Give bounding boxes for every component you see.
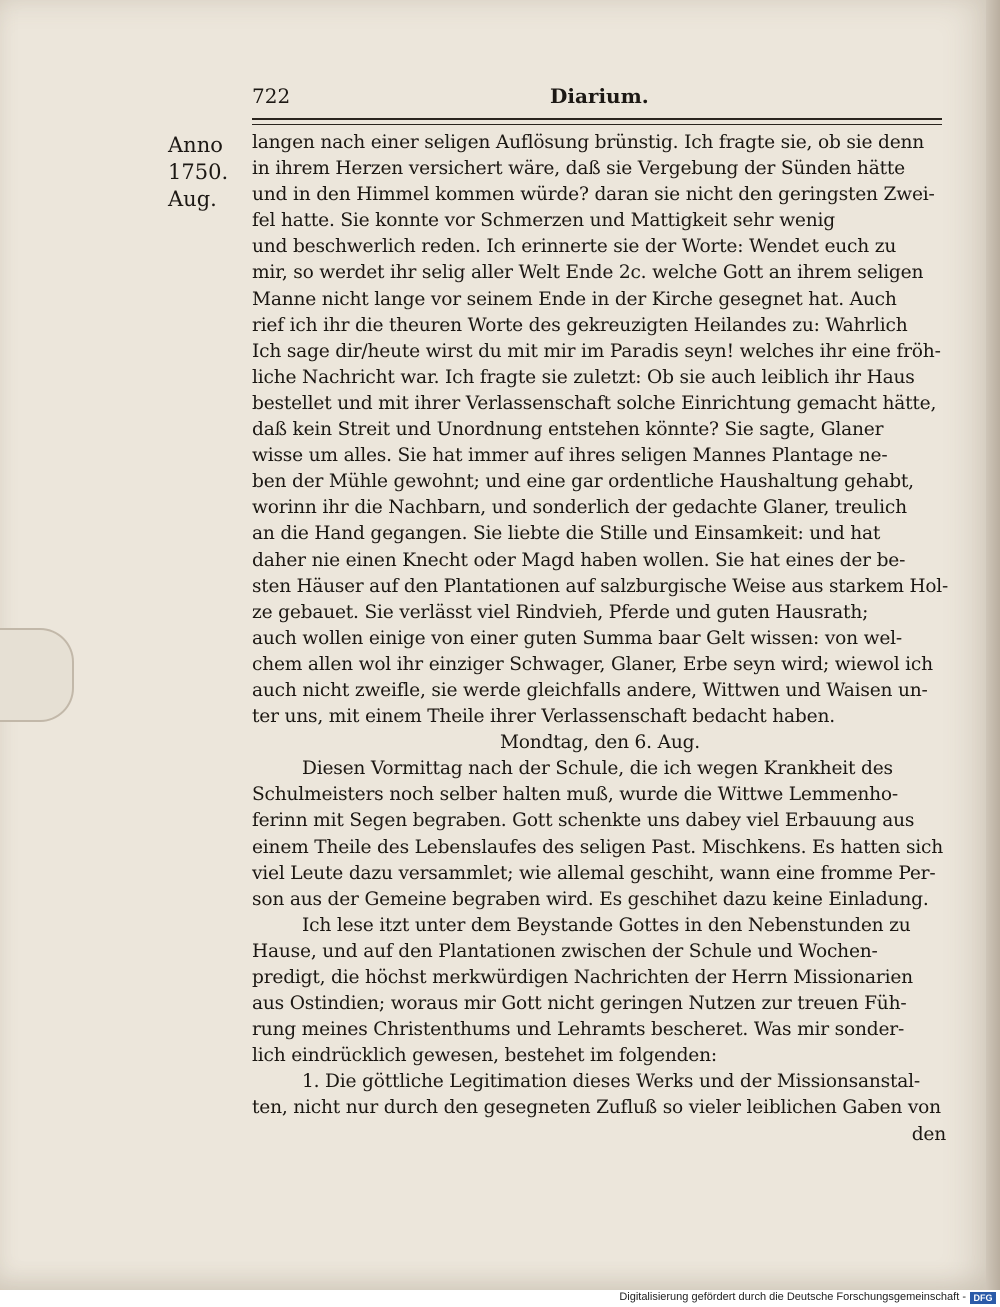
text-line: 1. Die göttliche Legitimation dieses Werks und der Missionsanstal- <box>302 1071 920 1093</box>
text-line: langen nach einer seligen Auflösung brünstig. Ich fragte sie, ob sie denn <box>252 132 925 153</box>
text-line: ter uns, mit einem Theile ihrer Verlassenschaft bedacht haben. <box>252 706 835 728</box>
text-line: liche Nachricht war. Ich fragte sie zuletzt: Ob sie auch leiblich ihr Haus <box>252 366 915 388</box>
text-line: und beschwerlich reden. Ich erinnerte sie der Worte: Wendet euch zu <box>252 236 897 258</box>
text-line: bestellet und mit ihrer Verlassenschaft solche Einrichtung gemacht hätte, <box>252 392 937 414</box>
text-line: in ihrem Herzen versichert wäre, daß sie Vergebung der Sünden hätte <box>252 158 905 180</box>
page-edge <box>986 0 1000 1290</box>
running-head: Diarium. <box>550 84 649 108</box>
text-line: ferinn mit Segen begraben. Gott schenkte uns dabey viel Erbauung aus <box>252 810 915 832</box>
margin-note-line: Anno <box>168 133 223 157</box>
text-line: mir, so werdet ihr selig aller Welt Ende 2c. welche Gott an ihrem seligen <box>252 262 924 284</box>
date-heading: Mondtag, den 6. Aug. <box>499 732 701 754</box>
text-line: einem Theile des Lebenslaufes des seligen Past. Mischkens. Es hatten sich <box>252 836 944 858</box>
margin-note-line: 1750. <box>168 160 229 184</box>
text-line: sten Häuser auf den Plantationen auf salzburgische Weise aus starkem Hol- <box>252 575 948 597</box>
page-number: 722 <box>252 84 291 108</box>
text-line: Ich sage dir/heute wirst du mit mir im Paradis seyn! welches ihr eine fröh- <box>252 340 941 362</box>
text-line: worinn ihr die Nachbarn, und sonderlich der gedachte Glaner, treulich <box>252 497 907 519</box>
text-line: Manne nicht lange vor seinem Ende in der Kirche gesegnet hat. Auch <box>252 288 897 310</box>
text-line: fel hatte. Sie konnte vor Schmerzen und Mattigkeit sehr wenig <box>252 210 835 232</box>
text-line: viel Leute dazu versammlet; wie allemal geschiht, wann eine fromme Per- <box>252 862 936 884</box>
text-line: Hause, und auf den Plantationen zwischen der Schule und Wochen- <box>252 940 878 962</box>
text-line: chem allen wol ihr einziger Schwager, Glaner, Erbe seyn wird; wiewol ich <box>252 653 933 675</box>
margin-note-line: Aug. <box>168 187 217 211</box>
digitization-footer <box>0 1290 1000 1307</box>
text-line: Diesen Vormittag nach der Schule, die ich wegen Krankheit des <box>302 758 893 780</box>
text-line: lich eindrücklich gewesen, bestehet im folgenden: <box>252 1045 717 1067</box>
page-tab-marker <box>0 628 74 722</box>
footer-credit: Digitalisierung gefördert durch die Deutsche Forschungsgemeinschaft - <box>619 1291 966 1303</box>
text-line: ben der Mühle gewohnt; und eine gar ordentliche Haushaltung gehabt, <box>252 471 914 493</box>
text-line: daher nie einen Knecht oder Magd haben wollen. Sie hat eines der be- <box>252 549 906 571</box>
text-line: Ich lese itzt unter dem Beystande Gottes in den Nebenstunden zu <box>302 914 911 936</box>
page-header <box>252 84 942 118</box>
text-line: an die Hand gegangen. Sie liebte die Stille und Einsamkeit: und hat <box>252 523 881 545</box>
body-text <box>252 130 948 1148</box>
text-line: Schulmeisters noch selber halten muß, wurde die Wittwe Lemmenho- <box>252 784 898 806</box>
text-line: rief ich ihr die theuren Worte des gekreuzigten Heilandes zu: Wahrlich <box>252 314 908 336</box>
dfg-logo-icon: DFG <box>970 1292 996 1304</box>
text-line: aus Ostindien; woraus mir Gott nicht geringen Nutzen zur treuen Füh- <box>252 993 907 1015</box>
text-line: auch wollen einige von einer guten Summa baar Gelt wissen: von wel- <box>252 627 902 649</box>
text-line: und in den Himmel kommen würde? daran sie nicht den geringsten Zwei- <box>252 184 935 206</box>
text-line: ze gebauet. Sie verlässt viel Rindvieh, Pferde und guten Hausrath; <box>252 601 869 623</box>
text-line: daß kein Streit und Unordnung entstehen könnte? Sie sagte, Glaner <box>252 419 884 441</box>
text-line: rung meines Christenthums und Lehramts bescheret. Was mir sonder- <box>252 1019 905 1041</box>
margin-note <box>168 132 248 213</box>
text-line: wisse um alles. Sie hat immer auf ihres seligen Mannes Plantage ne- <box>252 445 888 467</box>
header-rule <box>252 118 942 125</box>
catchword: den <box>911 1123 946 1145</box>
text-line: predigt, die höchst merkwürdigen Nachrichten der Herrn Missionarien <box>252 967 913 988</box>
text-line: auch nicht zweifle, sie werde gleichfalls andere, Wittwen und Waisen un- <box>252 679 928 701</box>
text-line: ten, nicht nur durch den gesegneten Zufluß so vieler leiblichen Gaben von <box>252 1097 941 1119</box>
text-line: son aus der Gemeine begraben wird. Es geschihet dazu keine Einladung. <box>252 888 929 910</box>
